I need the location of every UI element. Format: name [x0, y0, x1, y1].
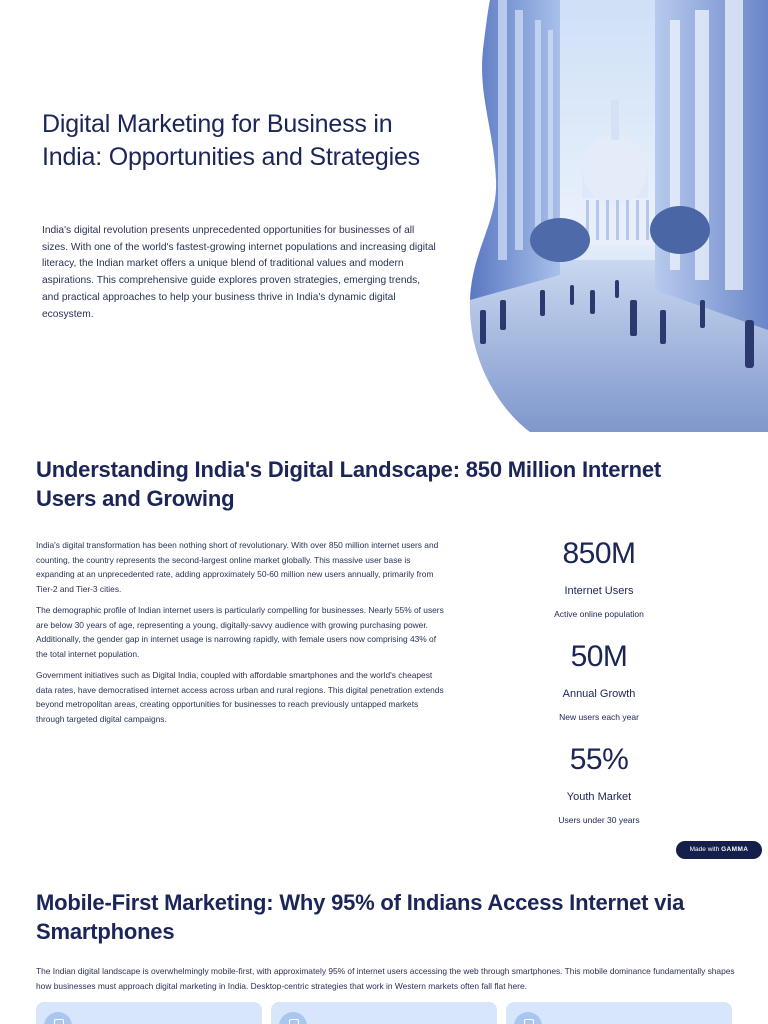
landscape-body	[36, 538, 446, 733]
mobile-section-title: Mobile-First Marketing: Why 95% of Indians Access Internet via Smartphones	[36, 890, 685, 944]
stat-value: 55%	[569, 743, 629, 776]
landscape-section-title: Understanding India's Digital Landscape: 850 Million Internet Users and Growing	[36, 457, 662, 511]
feature-cards	[36, 1002, 733, 1024]
landscape-paragraph: India's digital transformation has been nothing short of revolutionary. With over 850 million internet users and counting, the country represents the second-largest online market globally. This massive user base is expanding at an unprecedented rate, adding approximately 50-60 million new users annually, primarily from Tier-2 and Tier-3 cities.	[36, 540, 439, 594]
gamma-logo: GAMMA	[721, 846, 749, 853]
hero-title: Digital Marketing for Business in India: Opportunities and Strategies	[42, 110, 420, 171]
hero-section	[0, 0, 768, 432]
landscape-paragraph: The demographic profile of Indian internet users is particularly compelling for businesses. Nearly 55% of users are below 30 years of age, representing a young, digitally-savvy audience with growing purchasing power. Additionally, the gender gap in internet usage is narrowing rapidly, with female users now comprising 43% of the total internet population.	[36, 605, 444, 659]
stat-annual-growth	[524, 638, 674, 741]
stat-value: 50M	[570, 640, 628, 673]
mobile-phone-icon	[44, 1012, 72, 1024]
mobile-section-text: The Indian digital landscape is overwhelmingly mobile-first, with approximately 95% of internet users accessing the web through smartphones. This mobile dominance fundamentally shapes how businesses must approach digital marketing in India. Desktop-centric strategies that work in Western markets often fall flat here.	[36, 966, 735, 991]
stat-caption: Users under 30 years	[558, 815, 640, 825]
feature-card	[36, 1002, 262, 1024]
badge-prefix: Made with	[689, 846, 720, 853]
hero-image	[0, 0, 768, 432]
feature-card	[271, 1002, 497, 1024]
stat-youth-market	[524, 741, 674, 844]
stat-label: Annual Growth	[562, 688, 636, 700]
stats-column	[524, 535, 674, 844]
stat-internet-users	[524, 535, 674, 638]
mobile-phone-icon	[514, 1012, 542, 1024]
feature-card	[506, 1002, 732, 1024]
stat-label: Internet Users	[564, 585, 634, 597]
made-with-gamma-badge[interactable]	[676, 841, 762, 859]
landscape-paragraph: Government initiatives such as Digital India, coupled with affordable smartphones and the world's cheapest data rates, have democratised internet access across urban and rural regions. This digital penetration extends beyond metropolitan areas, creating opportunities for businesses to reach previously untapped markets through targeted digital campaigns.	[36, 670, 444, 724]
stat-caption: Active online population	[554, 609, 644, 619]
stat-label: Youth Market	[566, 791, 632, 803]
mobile-phone-icon	[279, 1012, 307, 1024]
stat-value: 850M	[562, 537, 636, 570]
stat-caption: New users each year	[559, 712, 639, 722]
hero-intro-text: India's digital revolution presents unprecedented opportunities for businesses of all sizes. With one of the world's fastest-growing internet populations and increasing digital literacy, the Indian market offers a unique blend of traditional values and modern aspirations. This comprehensive guide explores proven strategies, emerging trends, and practical approaches to help your business thrive in India's dynamic digital ecosystem.	[42, 225, 436, 320]
